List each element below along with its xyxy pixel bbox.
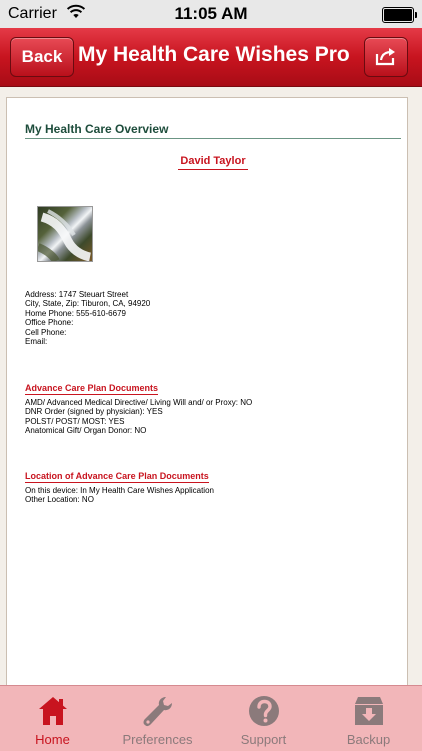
tab-support[interactable] <box>211 686 316 751</box>
carrier-label: Carrier <box>8 5 57 22</box>
clock: 11:05 AM <box>174 4 248 23</box>
tab-backup-label: Backup <box>346 732 391 747</box>
status-bar <box>0 0 422 28</box>
tab-home[interactable] <box>0 686 105 751</box>
advance-care-heading[interactable]: Advance Care Plan Documents <box>25 383 159 393</box>
contact-office-phone: Office Phone: <box>25 318 74 328</box>
location-details <box>25 486 214 505</box>
contact-cell-phone: Cell Phone: <box>25 327 67 337</box>
advance-care-details <box>25 398 252 436</box>
home-icon <box>36 694 70 728</box>
tab-preferences[interactable] <box>105 686 210 751</box>
contact-home-phone: Home Phone: 555-610-6679 <box>25 308 126 318</box>
battery-icon <box>382 7 414 23</box>
overview-document[interactable] <box>6 97 408 689</box>
contact-info <box>25 290 150 346</box>
patient-name <box>25 151 401 170</box>
location-heading-wrap <box>25 466 209 484</box>
page-title: My Health Care Wishes Pro <box>78 43 350 66</box>
question-icon <box>247 694 281 728</box>
advance-care-heading-wrap <box>25 378 158 396</box>
archive-icon <box>352 694 386 728</box>
advance-care-line: Anatomical Gift/ Organ Donor: NO <box>25 426 147 436</box>
tab-bar <box>0 685 422 751</box>
tab-support-label: Support <box>240 732 287 747</box>
navigation-bar <box>0 28 422 87</box>
location-line: On this device: In My Health Care Wishes Application <box>25 486 214 495</box>
location-heading[interactable]: Location of Advance Care Plan Documents <box>25 471 209 481</box>
patient-photo <box>37 206 93 262</box>
tab-preferences-label: Preferences <box>122 732 193 747</box>
overview-content <box>25 122 401 505</box>
contact-city-state-zip: City, State, Zip: Tiburon, CA, 94920 <box>25 299 151 309</box>
share-icon <box>374 45 398 67</box>
overview-heading: My Health Care Overview <box>25 122 401 139</box>
location-line: Other Location: NO <box>25 495 94 505</box>
tab-home-label: Home <box>35 732 70 747</box>
contact-address: Address: 1747 Steuart Street <box>25 290 129 299</box>
patient-name-text: David Taylor <box>178 155 247 170</box>
wrench-icon <box>141 694 175 728</box>
advance-care-line: POLST/ POST/ MOST: YES <box>25 416 125 426</box>
contact-email: Email: <box>25 337 48 347</box>
share-button[interactable] <box>364 37 408 77</box>
advance-care-line: AMD/ Advanced Medical Directive/ Living Will and/ or Proxy: NO <box>25 398 253 407</box>
tab-backup[interactable] <box>316 686 421 751</box>
advance-care-line: DNR Order (signed by physician): YES <box>25 407 163 417</box>
back-button[interactable]: Back <box>10 37 74 77</box>
